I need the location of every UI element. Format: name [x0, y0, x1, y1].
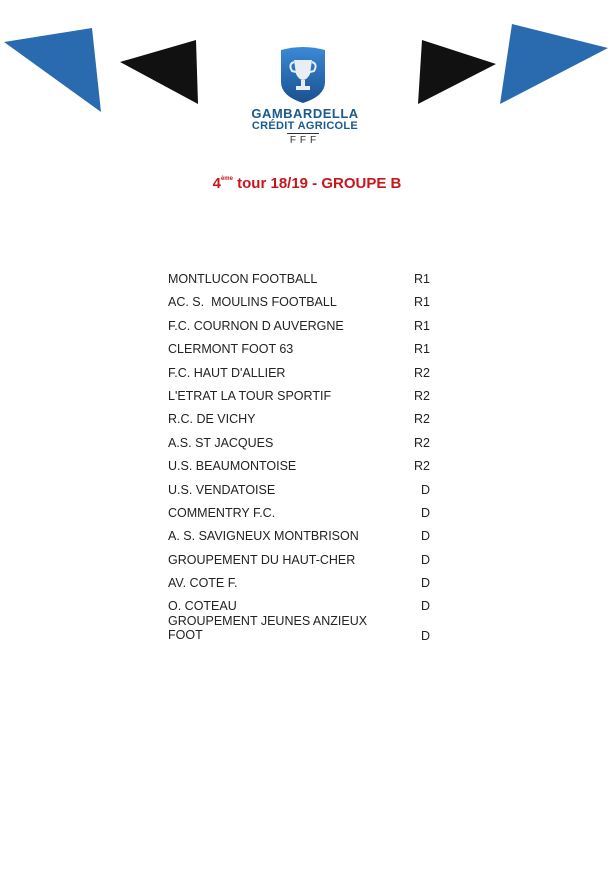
team-level: R2 [414, 365, 430, 380]
trophy-shield-icon [277, 46, 329, 104]
fff-mark: FFF [289, 135, 321, 146]
team-name: COMMENTRY F.C. [168, 505, 276, 520]
brand-name: GAMBARDELLA [251, 106, 359, 121]
team-level: D [420, 482, 430, 497]
list-item [168, 614, 438, 654]
team-level: R2 [414, 388, 430, 403]
left-blue-triangle [4, 28, 104, 114]
list-item [168, 272, 438, 295]
team-name: U.S. VENDATOISE [168, 482, 276, 497]
brand-sponsor: CRÉDIT AGRICOLE [251, 120, 359, 132]
team-name: CLERMONT FOOT 63 [168, 342, 294, 357]
team-level: D [420, 576, 430, 591]
team-level: D [420, 599, 430, 614]
team-name: A. S. SAVIGNEUX MONTBRISON [168, 529, 359, 544]
team-name: GROUPEMENT JEUNES ANZIEUX FOOT [168, 614, 368, 643]
team-name: F.C. COURNON D AUVERGNE [168, 318, 344, 333]
list-item [168, 366, 438, 389]
team-name: AC. S. MOULINS FOOTBALL [168, 295, 337, 310]
team-level: R2 [414, 412, 430, 427]
title-superscript: ème [220, 176, 233, 182]
title-number: 4 [212, 175, 221, 192]
team-level: D [420, 629, 430, 644]
team-list [168, 272, 438, 654]
list-item [168, 436, 438, 459]
list-item [168, 319, 438, 342]
team-level: R2 [414, 435, 430, 450]
list-item [168, 483, 438, 506]
list-item [168, 389, 438, 412]
brand-divider [287, 133, 319, 134]
team-name: MONTLUCON FOOTBALL [168, 272, 318, 286]
team-level: D [420, 529, 430, 544]
team-name: U.S. BEAUMONTOISE [168, 459, 297, 474]
team-name: AV. COTE F. [168, 576, 238, 591]
list-item [168, 553, 438, 576]
team-name: A.S. ST JACQUES [168, 435, 274, 450]
team-name: F.C. HAUT D'ALLIER [168, 365, 286, 380]
list-item [168, 506, 438, 529]
team-name: GROUPEMENT DU HAUT-CHER [168, 552, 356, 567]
list-item [168, 459, 438, 482]
title-text: tour 18/19 - GROUPE B [232, 175, 402, 192]
left-black-triangle [120, 40, 200, 106]
team-level: R1 [414, 295, 430, 310]
team-level: R1 [414, 272, 430, 286]
team-level: R2 [414, 459, 430, 474]
right-blue-triangle [500, 24, 610, 106]
list-item [168, 599, 438, 614]
team-level: R1 [414, 342, 430, 357]
team-level: R1 [414, 318, 430, 333]
team-name: L'ETRAT LA TOUR SPORTIF [168, 388, 332, 403]
list-item [168, 342, 438, 365]
team-level: D [420, 552, 430, 567]
right-black-triangle [418, 40, 498, 106]
team-name: O. COTEAU [168, 599, 237, 614]
page-title [0, 175, 614, 192]
list-item [168, 412, 438, 435]
list-item [168, 295, 438, 318]
list-item [168, 576, 438, 599]
team-level: D [420, 505, 430, 520]
list-item [168, 529, 438, 552]
team-name: R.C. DE VICHY [168, 412, 256, 427]
